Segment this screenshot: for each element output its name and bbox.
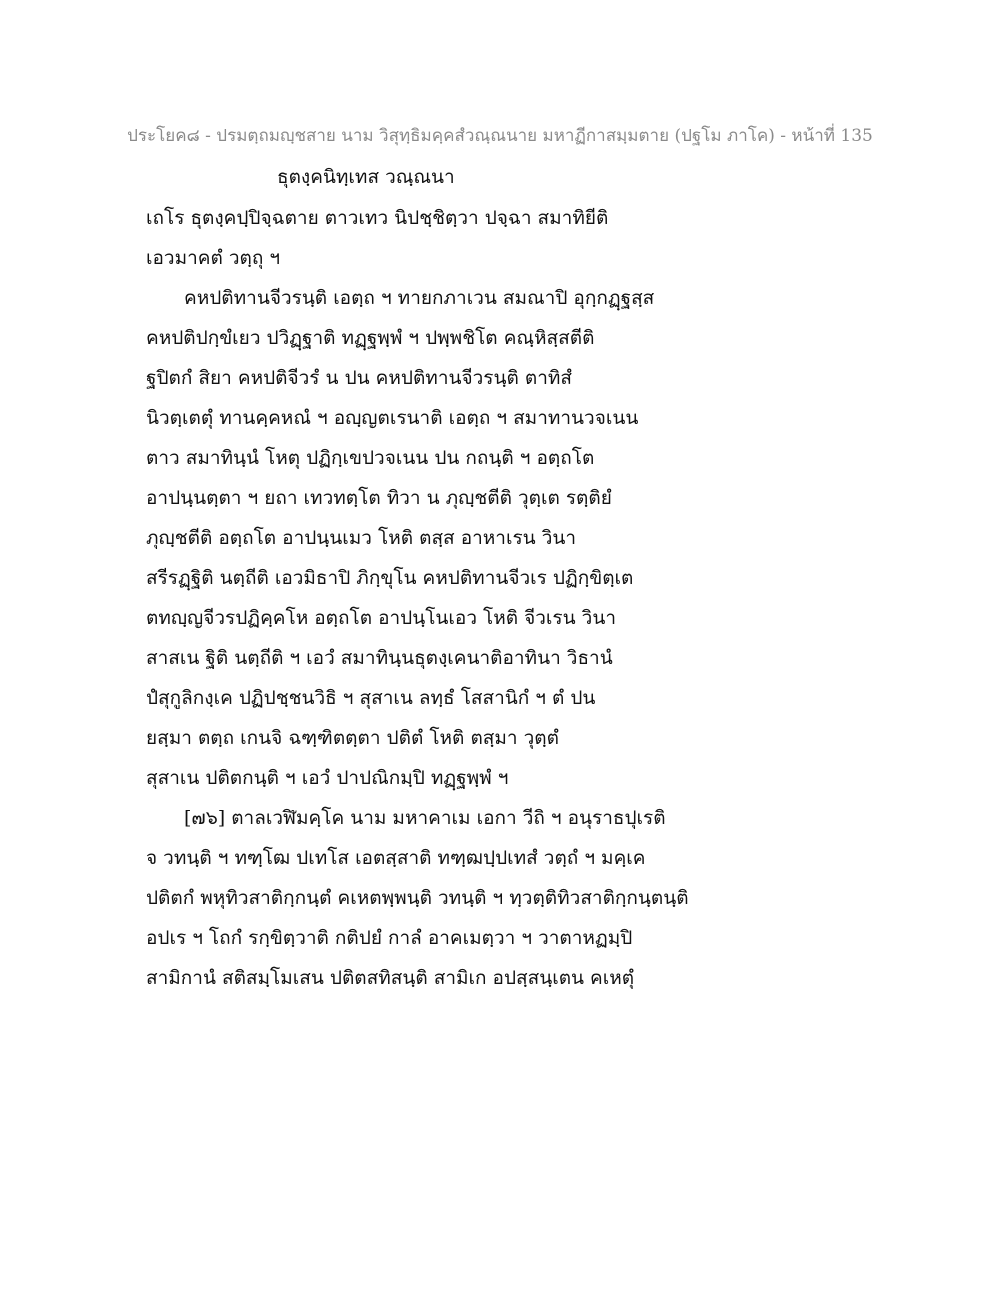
text-line: คหปติปกฺขํเยว ปวิฏฺฐาติ ทฏฺฐพฺพํ ฯ ปพฺพชิโต คณฺหิสฺสตีติ: [146, 327, 595, 349]
paragraph-start-line: [๗๖] ตาลเวฬิมคฺโค นาม มหาคาเม เอกา วีถิ ฯ อนุราธปุเรติ: [184, 807, 666, 829]
text-line: สุสาเน ปติตกนฺติ ฯ เอวํ ปาปณิกมฺปิ ทฏฺฐพฺพํ ฯ: [146, 767, 509, 789]
text-line: สามิกานํ สติสมฺโมเสน ปติตสทิสนฺติ สามิเก อปสฺสนฺเตน คเหตุํ: [146, 967, 635, 989]
text-line: อปเร ฯ โถกํ รกฺขิตฺวาติ กติปยํ กาลํ อาคเมตฺวา ฯ วาตาหฏมฺปิ: [146, 927, 633, 949]
text-line: ภุญฺชตีติ อตฺถโต อาปนฺนเมว โหติ ตสฺส อาหาเรน วินา: [146, 527, 577, 549]
text-line: สาสเน ฐิติ นตฺถีติ ฯ เอวํ สมาทินฺนธุตงฺเคนาติอาทินา วิธานํ: [146, 647, 613, 669]
text-line: ตาว สมาทินฺนํ โหตุ ปฏิกฺเขปวจเนน ปน กถนฺติ ฯ อตฺถโต: [146, 447, 595, 469]
text-line: เถโร ธุตงฺคปฺปิจฺฉตาย ตาวเทว นิปชฺชิตฺวา ปจฺฉา สมาทิยีติ: [146, 207, 609, 229]
text-line: เอวมาคตํ วตฺถุ ฯ: [146, 247, 281, 269]
paragraph-start-line: คหปติทานจีวรนฺติ เอตฺถ ฯ ทายกภาเวน สมณาปิ อุกฺกฏฺฐสฺส: [184, 287, 655, 309]
text-line: ตทญฺญจีวรปฏิคฺคโห อตฺถโต อาปนฺโนเอว โหติ จีวเรน วินา: [146, 607, 616, 629]
text-line: ฐปิตกํ สิยา คหปติจีวรํ น ปน คหปติทานจีวรนฺติ ตาทิสํ: [146, 367, 572, 389]
text-line: จ วทนฺติ ฯ ทฑฺโฒ ปเทโส เอตสฺสาติ ทฑฺฒปฺปเทสํ วตฺถํ ฯ มคฺเค: [146, 847, 646, 869]
running-header: ประโยค๘ - ปรมตฺถมญฺชสาย นาม วิสุทฺธิมคฺคสํวณฺณนาย มหาฏีกาสมฺมตาย (ปฐโม ภาโค) - หน้าที่ 135: [127, 126, 873, 146]
text-line: ปติตกํ พหุทิวสาติกฺกนฺตํ คเหตพฺพนฺติ วทนฺติ ฯ ทฺวตฺติทิวสาติกฺกนฺตนฺติ: [146, 887, 689, 909]
body-text: [146, 198, 866, 998]
text-line: สรีรฏฺฐิติ นตฺถีติ เอวมิธาปิ ภิกฺขุโน คหปติทานจีวเร ปฏิกฺขิตฺเต: [146, 567, 634, 589]
text-line: อาปนฺนตฺตา ฯ ยถา เทวทตฺโต ทิวา น ภุญฺชตีติ วุตฺเต รตฺติยํ: [146, 487, 612, 509]
text-line: นิวตฺเตตุํ ทานคฺคหณํ ฯ อญฺญตเรนาติ เอตฺถ ฯ สมาทานวจเนน: [146, 407, 639, 429]
text-line: ปํสุกูลิกงฺเค ปฏิปชฺชนวิธิ ฯ สุสาเน ลทฺธํ โสสานิกํ ฯ ตํ ปน: [146, 687, 596, 709]
text-line: ยสฺมา ตตฺถ เกนจิ ฉฑฺฑิตตฺตา ปติตํ โหติ ตสฺมา วุตฺตํ: [146, 727, 559, 749]
section-title: ธุตงฺคนิทฺเทส วณฺณนา: [277, 166, 455, 188]
